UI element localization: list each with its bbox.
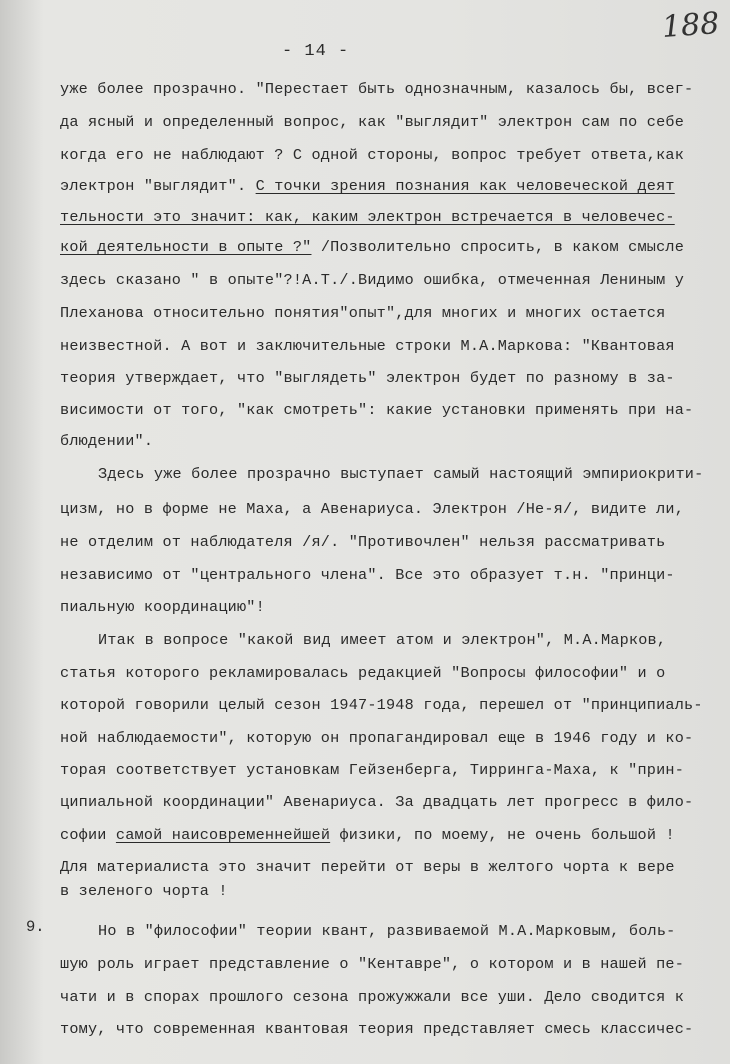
text-line xyxy=(60,826,675,844)
text-line: блюдении". xyxy=(60,432,154,450)
text-line: когда его не наблюдают ? С одной стороны, вопрос требует ответа,как xyxy=(60,146,685,164)
paragraph-number: 9. xyxy=(26,918,45,936)
text-line: здесь сказано " в опыте"?!А.Т./.Видимо ошибка, отмеченная Лениным у xyxy=(60,271,685,289)
text-line: Плеханова относительно понятия"опыт",для многих и многих остается xyxy=(60,304,666,322)
underlined-text: самой наисовременнейшей xyxy=(115,826,331,844)
text-segment: софии xyxy=(60,826,107,844)
text-segment: физики, по моему, не очень большой ! xyxy=(339,826,675,844)
text-line: шую роль играет представление о "Кентавре", о котором и в нашей пе- xyxy=(60,955,685,973)
underlined-text-line: тельности это значит: как, каким электрон встречается в человечес- xyxy=(60,208,675,226)
text-line: тому, что современная квантовая теория представляет смесь классичес- xyxy=(60,1020,694,1038)
text-line xyxy=(60,238,684,256)
underlined-text: кой деятельности в опыте ?" xyxy=(60,238,312,256)
text-line: да ясный и определенный вопрос, как "выглядит" электрон сам по себе xyxy=(60,113,685,131)
text-line: Итак в вопросе "какой вид имеет атом и электрон", М.А.Марков, xyxy=(98,631,667,649)
text-line: теория утверждает, что "выглядеть" электрон будет по разному в за- xyxy=(60,369,675,387)
text-line: цизм, но в форме не Маха, а Авенариуса. Электрон /Не-я/, видите ли, xyxy=(60,500,685,518)
text-segment: /Позволительно спросить, в каком смысле xyxy=(320,238,685,256)
handwritten-archive-number: 188 xyxy=(660,6,721,45)
text-line: Здесь уже более прозрачно выступает самый настоящий эмпириокрити- xyxy=(98,465,704,483)
text-line: независимо от "центрального члена". Все это образует т.н. "принци- xyxy=(60,566,675,584)
text-segment: электрон "выглядит". xyxy=(60,177,247,195)
text-line: не отделим от наблюдателя /я/. "Противочлен" нельзя рассматривать xyxy=(60,533,666,551)
text-line: ципиальной координации" Авенариуса. За двадцать лет прогресс в фило- xyxy=(60,793,694,811)
text-line: чати и в спорах прошлого сезона прожужжали все уши. Дело сводится к xyxy=(60,988,685,1006)
text-line: висимости от того, "как смотреть": какие установки применять при на- xyxy=(60,401,694,419)
text-line: уже более прозрачно. "Перестает быть однозначным, казалось бы, всег- xyxy=(60,80,694,98)
text-line: торая соответствует установкам Гейзенберга, Тирринга-Маха, к "прин- xyxy=(60,761,685,779)
text-line: Для материалиста это значит перейти от веры в желтого чорта к вере xyxy=(60,858,675,876)
text-line: Но в "философии" теории квант, развиваемой М.А.Марковым, боль- xyxy=(98,922,676,940)
text-line xyxy=(60,177,675,195)
text-line: в зеленого чорта ! xyxy=(60,882,228,900)
page-number: - 14 - xyxy=(282,42,350,61)
text-line: неизвестной. А вот и заключительные строки М.А.Маркова: "Квантовая xyxy=(60,337,675,355)
text-line: ной наблюдаемости", которую он пропагандировал еще в 1946 году и ко- xyxy=(60,729,694,747)
text-line: статья которого рекламировалась редакцией "Вопросы философии" и о xyxy=(60,664,666,682)
text-line: которой говорили целый сезон 1947-1948 года, перешел от "принципиаль- xyxy=(60,696,703,714)
text-line: пиальную координацию"! xyxy=(60,598,265,616)
underlined-text: С точки зрения познания как человеческой деят xyxy=(255,177,675,195)
